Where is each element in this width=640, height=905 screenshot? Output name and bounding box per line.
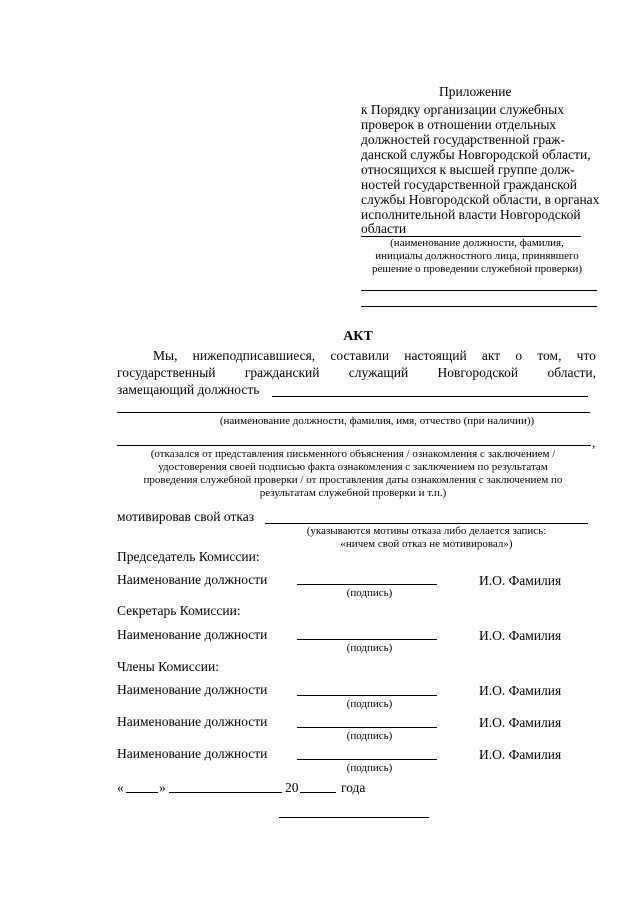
refusal-caption: проведения служебной проверки / от проставления даты ознакомления с заключением по (143, 474, 563, 486)
motive-underline (265, 523, 588, 524)
intro-word: нижеподписавшиеся, (192, 348, 316, 363)
appendix-line: исполнительной власти Новгородской (361, 207, 581, 222)
chairman-name: И.О. Фамилия (479, 573, 562, 588)
secretary-name: И.О. Фамилия (479, 628, 562, 643)
signature-caption: (подпись) (346, 587, 393, 599)
blank-line (361, 306, 597, 307)
intro-word: области, (547, 365, 596, 380)
refusal-caption: (отказался от представления письменного объяснения / ознакомления с заключением / (150, 448, 556, 460)
appendix-line: данской службы Новгородской области, (361, 147, 591, 162)
appendix-line: должностей государственной граж- (361, 132, 565, 147)
intro-word: что (576, 348, 596, 363)
signature-caption: (подпись) (346, 698, 393, 710)
date-year-line (300, 792, 336, 793)
date-year-word: года (341, 780, 366, 795)
date-month-line (169, 792, 282, 793)
official-caption: (наименование должности, фамилия, (390, 237, 564, 249)
intro-word: составили (330, 348, 390, 363)
signature-caption: (подпись) (346, 730, 393, 742)
intro-line (117, 366, 596, 380)
intro-word: Мы, (153, 348, 178, 363)
intro-word: настоящий (404, 348, 467, 363)
blank-line (361, 290, 597, 291)
secretary-signature-line (297, 639, 437, 640)
chairman-signature-line (297, 584, 437, 585)
official-caption: решение о проведении служебной проверки) (371, 263, 582, 275)
appendix-line: к Порядку организации служебных (361, 102, 564, 117)
motive-caption: «ничем свой отказ не мотивировал») (340, 538, 513, 550)
intro-word: том, (537, 348, 562, 363)
appendix-line: проверок в отношении отдельных (361, 117, 557, 132)
secretary-position: Наименование должности (117, 627, 268, 642)
member-position: Наименование должности (117, 746, 268, 761)
member-position: Наименование должности (117, 714, 268, 729)
date-open-quote: « (117, 780, 124, 795)
refusal-comma: , (592, 435, 596, 450)
refusal-underline (117, 445, 591, 446)
chairman-position: Наименование должности (117, 572, 268, 587)
date-year-prefix: 20 (285, 780, 299, 795)
motive-label: мотивировав свой отказ (117, 509, 255, 524)
appendix-line: службы Новгородской области, в органах (361, 192, 600, 207)
motive-caption: (указываются мотивы отказа либо делается запись: (306, 525, 547, 537)
refusal-caption: результатам служебной проверки и т.п.) (259, 487, 447, 499)
official-caption: инициалы должностного лица, принявшего (375, 250, 579, 262)
date-day-line (126, 792, 158, 793)
signature-caption: (подпись) (346, 642, 393, 654)
secretary-label: Секретарь Комиссии: (117, 603, 241, 618)
member-position: Наименование должности (117, 682, 268, 697)
chairman-label: Председатель Комиссии: (117, 549, 260, 564)
member-signature-line (297, 727, 437, 728)
intro-word: гражданский (244, 365, 320, 380)
intro-word: государственный (117, 365, 216, 380)
appendix-line: области (361, 221, 407, 236)
intro-word: о (515, 348, 523, 363)
member-signature-line (297, 759, 437, 760)
member-name: И.О. Фамилия (479, 683, 562, 698)
name-caption: (наименование должности, фамилия, имя, отчество (при наличии)) (219, 415, 535, 427)
intro-word: служащий (348, 365, 409, 380)
final-signature-line (279, 817, 429, 818)
appendix-line: относящихся к высшей группе долж- (361, 162, 575, 177)
position-label: замещающий должность (117, 382, 260, 397)
refusal-caption: удостоверения своей подписью факта ознакомления с заключением по результатам (158, 461, 548, 473)
signature-caption: (подпись) (346, 762, 393, 774)
appendix-title: Приложение (439, 84, 512, 99)
member-name: И.О. Фамилия (479, 715, 562, 730)
act-title: АКТ (343, 329, 373, 344)
member-signature-line (297, 695, 437, 696)
member-name: И.О. Фамилия (479, 747, 562, 762)
intro-word: акт (481, 348, 501, 363)
position-underline (272, 396, 588, 397)
name-underline (117, 412, 590, 413)
date-close-quote: » (159, 780, 166, 795)
members-label: Члены Комиссии: (117, 659, 219, 674)
appendix-line: ностей государственной гражданской (361, 177, 577, 192)
intro-word: Новгородской (437, 365, 519, 380)
intro-line (153, 349, 596, 363)
